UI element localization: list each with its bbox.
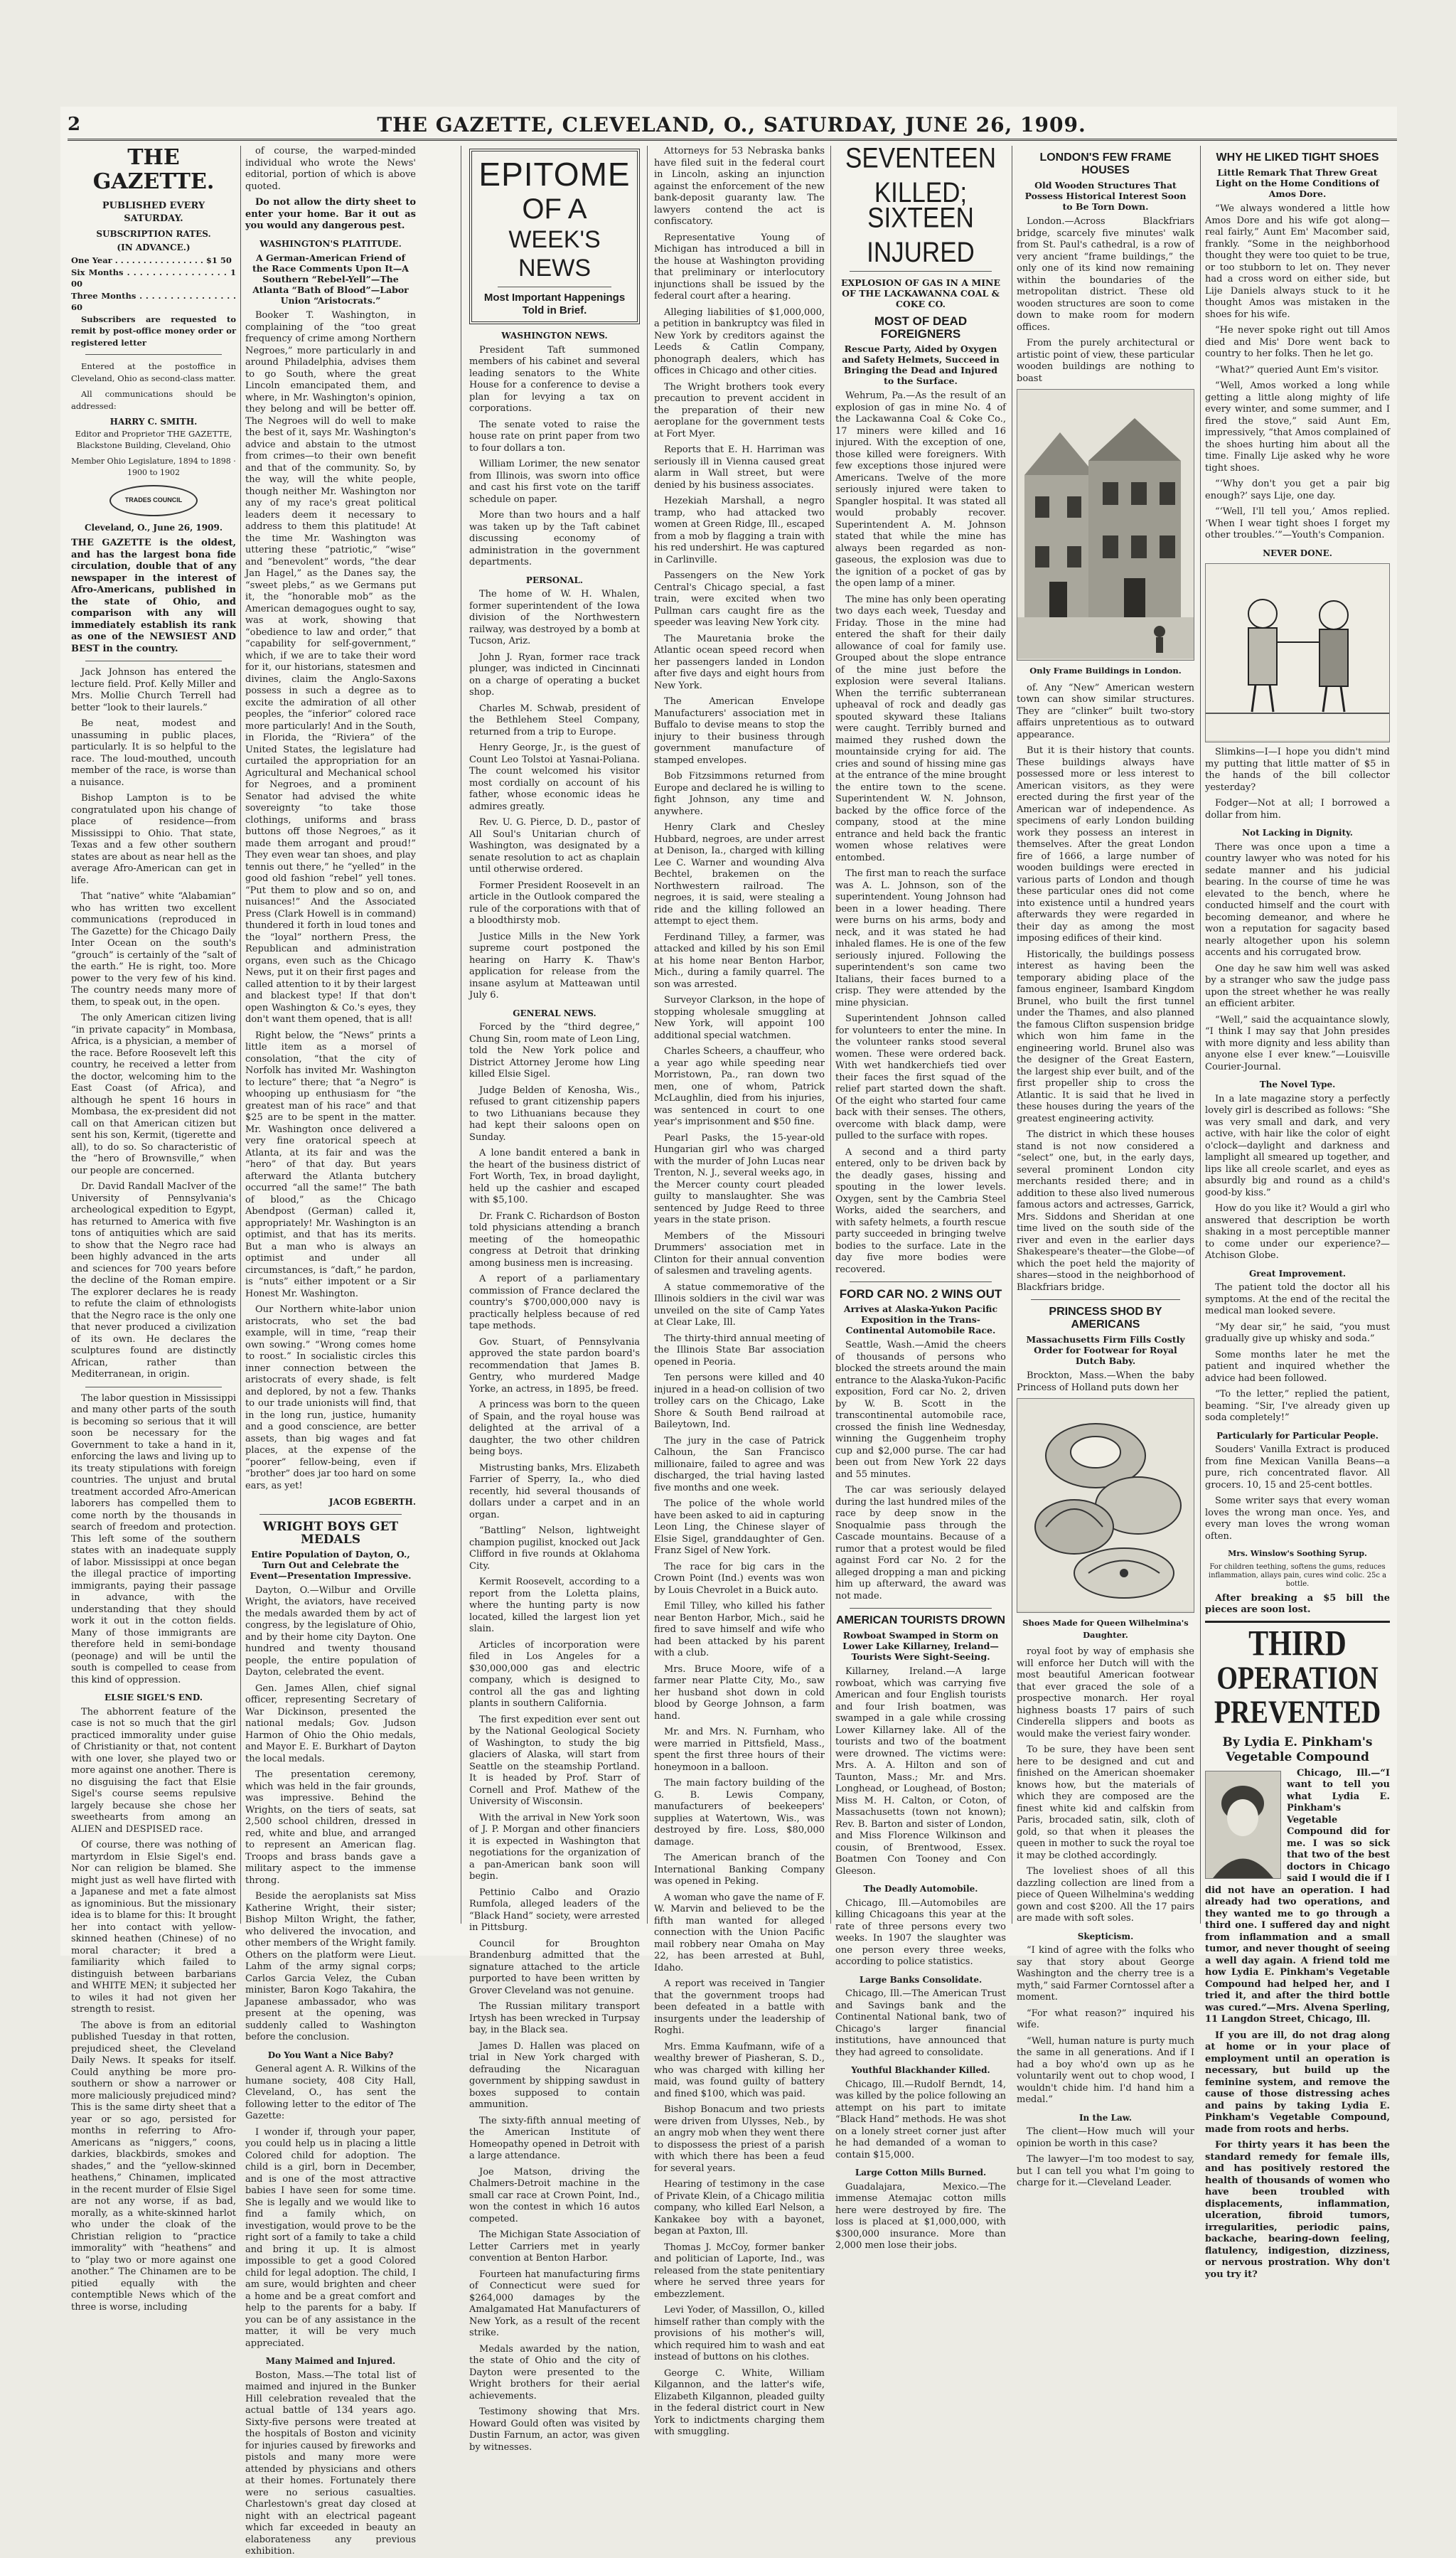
divider (850, 1281, 992, 1282)
paragraph: “For what reason?” inquired his wife. (1017, 2008, 1194, 2030)
paragraph: Guadalajara, Mexico.—The immense Atemajac cotton mills here were destroyed by fire. The loss is placed at $1,000,000, with $300,000 insurance. More than 2,000 men lose their jobs. (835, 2181, 1006, 2251)
paragraph: Bob Fitzsimmons returned from Europe and declared he is willing to fight Johnson, any time and anywhere. (654, 771, 825, 817)
paragraph: A second and a third party entered, only to be driven back by the deadly gases, hissing and spouting in the lower levels. Oxygen, sent by the Cambria Steel Works, aided the searchers, and with safety helmets, a fourth rescue party succeeded in bringing twelve bodies to the surface. Late in the day five more bodies were recovered. (835, 1146, 1006, 1275)
paragraph: Dr. David Randall MacIver of the University of Pennsylvania's archeological expedition to Egypt, has returned to America with five tons of antiquities which are said to show that the Negro race had been highly advanced in the arts and sciences for 700 years before the decline of the Roman empire. The explorer declares he is ready to refute the claim of ethnologists that the Negro race is the only one that never produced a civilization of its own. He declares the sculptures found are distinctly African, rather than Mediterranean, in origin. (71, 1181, 236, 1380)
paragraph: The jury in the case of Patrick Calhoun, the San Francisco millionaire, failed to agree and was discharged, the trial having lasted five months and one week. (654, 1435, 825, 1493)
paragraph: The above is from an editorial published Tuesday in that rotten, prejudiced sheet, the Cleveland Daily News. It speaks for itself. Could anything be more pro-southern or show a narrower or more maliciously prejudiced mind? This is the same dirty sheet that a year or so ago, persisted for months in referring to Afro-Americans as “niggers,” coons, darkies, blackbirds, smokes and shades,” and the “yellow-skinned heathens,” Chinamen, implicated in the recent murder of Elsie Sigel are not any worse, if as bad, morally, as a white-skinned harlot who under the cloak of the Christian religion to “practice immorality” with “heathens” and to “play two or more against one another.” The Chinamen are to be pitied equally with the contemptible News which of the three is worse, including (71, 2020, 236, 2313)
paragraph: “Well, human nature is purty much the same in all generations. And if I had a boy who'd own up as he voluntarily went out to chop wood, I wouldn't chide him. I'd hand him a medal.” (1017, 2035, 1194, 2105)
section-heading: The Deadly Automobile. (863, 1884, 978, 1894)
never-done-cartoon (1205, 563, 1390, 742)
rate-row: Six Months . . . . . . . . . . . . . . . . 1 00 (71, 267, 236, 289)
paragraph: Chicago, Ill.—Rudolf Berndt, 14, was killed by the police following an attempt on his part to imitate “Black Hand” methods. He was shot on a lonely street corner just after he had demanded of a woman to contain $15,000. (835, 2079, 1006, 2160)
section-heading: Youthful Blackhander Killed. (851, 2065, 990, 2075)
portrait-photo (1205, 1771, 1281, 1879)
paragraph: The Wright brothers took every precaution to prevent accident in the preparation of their new aeroplane for the government tests at Fort Myer. (654, 381, 825, 439)
paragraph: The mine has only been operating two days each week, Tuesday and Friday. Those in the mine had entered the shaft for their daily allowance of coal for family use. Grouped about the slope entrance of the mine just before the explosion were several Italians. When the terrific subterranean upheaval of rock and deadly gas spouted skyward these Italians were caught. Terribly burned and maimed they rushed down the mountainside crying for aid. The cries and sound of hissing mine gas at the entrance of the mine brought the entire town to the scene. Superintendent W. N. Johnson, backed by the office force of the company, stood at the mine entrance and held back the frantic women whose relatives were entombed. (835, 594, 1006, 863)
section-heading: GENERAL NEWS. (513, 1008, 596, 1018)
entered-note: Entered at the postoffice in Cleveland, Ohio as second-class matter. (71, 361, 236, 383)
section-heading: Do You Want a Nice Baby? (267, 2050, 394, 2060)
paragraph: Jack Johnson has entered the lecture field. Prof. Kelly Miller and Mrs. Mollie Church Terrell had better “look to their laurels.” (71, 667, 236, 713)
paragraph: “‘Why don't you get a pair big enough?’ says Lije, one day. (1205, 479, 1390, 501)
paragraph: Justice Mills in the New York supreme court postponed the hearing on Harry K. Thaw's application for release from the insane asylum at Matteawan until July 6. (469, 931, 640, 1001)
frame-houses-illustration (1017, 389, 1194, 661)
paragraph: of. Any “New” American western town can show similar structures. They are “clinker” built two-story affairs unpretentious as to outward appearance. (1017, 682, 1194, 740)
paragraph: Bishop Lampton is to be congratulated upon his change of place of residence—from Mississippi to Ohio. That state, Texas and a few other southern states are about as near hell as the average Afro-American can get in life. (71, 793, 236, 886)
paragraph: Levi Yoder, of Massillon, O., killed himself rather than comply with the provisions of his mother's will, which required him to wash and eat instead of buttons on his clothes. (654, 2305, 825, 2362)
paragraph: “Battling” Nelson, lightweight champion pugilist, knocked out Jack Clifford in five rounds at Oklahoma City. (469, 1525, 640, 1572)
paragraph: The district in which these houses stand is not now considered a “select” one, but, in the early days, several prominent London city merchants resided there; and in addition to these also lived numerous famous actors and actresses, Garrick, Mrs. Siddons and Sheridan at one time lived on the south side of the river and even in the earlier days Shakespeare's theater—the Globe—of which the poet held the majority of shares—stood in the neighborhood of Blackfriars bridge. (1017, 1129, 1194, 1293)
paragraph: Chicago, Ill.—The American Trust and Savings bank and the Continental National bank, two of Chicago's larger financial institutions, have announced that they had agreed to consolidate. (835, 1988, 1006, 2058)
paragraph: For thirty years it has been the standard remedy for female ills, and has positively restored the health of thousands of women who have been troubled with displacements, inflammation, ulceration, fibroid tumors, irregularities, periodic pains, backache, bearing-down feeling, flatulency, indigestion, dizziness, or nervous prostration. Why don't you try it? (1205, 2140, 1390, 2280)
paragraph: “We always wondered a little how Amos Dore and his wife got along—real fairly,” Aunt Em' Macomber said, frankly. “Some in the neighborhood thought they were too quiet to be true, or too stubborn to let on. They never had a cross word on either side, but Lije Daniels always stuck to it he thought Amos was mistaken in the shoes for his wife. (1205, 203, 1390, 320)
paragraph: The only American citizen living “in private capacity” in Mombasa, Africa, is a physician, a member of the race. Before Roosevelt left this country, he received a letter from the doctor, welcoming him to the East Coast (of Africa), and although he spent 16 hours in Mombasa, the ex-president did not call on that American citizen but sent his son, Kermit, (tigerette and all), to do so. So characteristic of the “hero of Brownsville,” when our people are concerned. (71, 1013, 236, 1176)
epitome-title-2: OF A (522, 193, 587, 225)
section-heading: FORD CAR NO. 2 WINS OUT (839, 1287, 1002, 1301)
column-rule (647, 146, 648, 1924)
paragraph: William Lorimer, the new senator from Illinois, was sworn into office and cast his first vote on the tariff schedule on paper. (469, 459, 640, 505)
paragraph: Articles of incorporation were filed in Los Angeles for a $30,000,000 gas and electric company, which is designed to control all the gas and lighting plants in southern California. (469, 1639, 640, 1709)
section-deck: Little Remark That Threw Great Light on the Home Conditions of Amos Dore. (1215, 167, 1380, 199)
paragraph: of course, the warped-minded individual who wrote the News' editorial, portion of which is above quoted. (245, 146, 416, 192)
section-heading: PERSONAL. (525, 575, 584, 585)
paragraph: A report was received in Tangier that the government troops had been defeated in a battle with insurgents under the leadership of Roghi. (654, 1978, 825, 2036)
section-heading: Particularly for Particular People. (1216, 1430, 1379, 1441)
paragraph: Ten persons were killed and 40 injured in a head-on collision of two trolley cars on the Chicago, Lake Shore & South Bend railroad at Baileytown, Ind. (654, 1373, 825, 1430)
section-deck: Massachusetts Firm Fills Costly Order for Footwear for Royal Dutch Baby. (1026, 1334, 1185, 1366)
paragraph: Some months later he met the patient and inquired whether the advice had been followed. (1205, 1349, 1390, 1384)
paragraph: Council for Broughton Brandenburg admitted that the signature attached to the article purported to have been written by Grover Cleveland was not genuine. (469, 1938, 640, 1996)
epitome-title-3: WEEK'S NEWS (508, 226, 601, 282)
signature: JACOB EGBERTH. (328, 1497, 416, 1507)
epitome-sub: Most Important Happenings Told in Brief. (483, 292, 626, 316)
figure-caption: Shoes Made for Queen Wilhelmina's Daughter. (1022, 1618, 1189, 1640)
paragraph: Henry Clark and Chesley Hubbard, negroes, are under arrest at Denison, Ia., charged with killing Lee C. Warner and wounding Alva Bechtel, brakemen on the Northwestern railroad. The negroes, it is said, were stealing a ride and the killing followed an attempt to eject them. (654, 822, 825, 927)
oldest-notice: THE GAZETTE is the oldest, and has the largest bona fide circulation, double that of any newspaper in the interest of Afro-Americans, published in the state of Ohio, and comparison with any will immediately establish its rank as one of the NEWSIEST AND BEST in the country. (71, 538, 236, 654)
paragraph: Joe Matson, driving the Chalmers-Detroit machine in the small car race at Crown Point, Ind., won the contest in which 16 autos competed. (469, 2166, 640, 2224)
section-heading: In the Law. (1078, 2112, 1133, 2123)
rates-list (71, 255, 236, 314)
rates-title: SUBSCRIPTION RATES. (96, 229, 211, 239)
rate-row: Three Months . . . . . . . . . . . . . . . . 60 (71, 290, 236, 312)
paragraph: Seattle, Wash.—Amid the cheers of thousands of persons who blocked the streets around the main entrance to the Alaska-Yukon-Pacific exposition, Ford car No. 2, driven by W. B. Scott in the transcontinental automobile race, crossed the finish line Wednesday, winning the Guggenheim trophy cup and $2,000 purse. The car had been out from New York 22 days and 55 minutes. (835, 1340, 1006, 1480)
cartoon-drawing (1206, 564, 1389, 740)
paragraph: The Russian military transport Irtysh has been wrecked in Turpsay bay, in the Black sea. (469, 2001, 640, 2035)
paragraph: With the arrival in New York soon of J. P. Morgan and other financiers it is expected in Washington that negotiations for the organization of a pan-American bank soon will begin. (469, 1812, 640, 1882)
paragraph: The patient told the doctor all his symptoms. At the end of the recital the medical man looked severe. (1205, 1282, 1390, 1316)
paragraph: The American branch of the International Banking Company was opened in Peking. (654, 1853, 825, 1887)
paragraph: The client—How much will your opinion be worth in this case? (1017, 2126, 1194, 2149)
paragraph: The first man to reach the surface was A. L. Johnson, son of the superintendent. Young Johnson had been in a lower heading. There were burns on his arms, body and neck, and it was stated he had inhaled flames. He is one of the few seriously injured. Following the superintendent's son came two Italians, their faces burned to a crisp. They were attended by the mine physician. (835, 868, 1006, 1008)
paragraph: “My dear sir,” he said, “you must gradually give up whisky and soda.” (1205, 1321, 1390, 1344)
paragraph: George C. White, William Kilgannon, and the latter's wife, Elizabeth Kilgannon, pleaded guilty in the federal district court in New York to indictments charging them with smuggling. (654, 2367, 825, 2437)
paragraph: From the purely architectural or artistic point of view, these particular wooden buildings are nothing to boast (1017, 338, 1194, 384)
paragraph: Mr. and Mrs. N. Furnham, who were married in Pittsfield, Mass., spent the first three hours of their honeymoon in a balloon. (654, 1727, 825, 1773)
union-label-seal (109, 485, 198, 516)
paragraph: Mistrusting banks, Mrs. Elizabeth Farrier of Sperry, Ia., who died recently, hid several thousands of dollars under a carpet and in an organ. (469, 1462, 640, 1520)
divider (1205, 1621, 1390, 1623)
ad-heading: Mrs. Winslow's Soothing Syrup. (1228, 1549, 1367, 1558)
divider (850, 271, 992, 272)
section-heading: NEVER DONE. (1263, 548, 1332, 558)
section-heading: MOST OF DEAD FOREIGNERS (874, 314, 968, 341)
paragraph: Souders' Vanilla Extract is produced from fine Mexican Vanilla Beans—a pure, rich concentrated flavor. All grocers. 10, 15 and 25-cent bottles. (1205, 1444, 1390, 1491)
section-deck: Old Wooden Structures That Possess Historical Interest Soon to Be Torn Down. (1024, 180, 1187, 212)
paragraph: The police of the whole world have been asked to aid in capturing Leon Ling, the Chinese slayer of Elsie Sigel, granddaughter of Gen. Franz Sigel of New York. (654, 1498, 825, 1556)
section-heading: The Novel Type. (1259, 1080, 1336, 1089)
paragraph: General agent A. R. Wilkins of the humane society, 408 City Hall, Cleveland, O., has sent the following letter to the editor of The Gazette: (245, 2064, 416, 2121)
paragraph: “He never spoke right out till Amos died and Mis' Dore went back to country to her folks. Then he let go. (1205, 325, 1390, 359)
paragraph: John J. Ryan, former race track plunger, was indicted in Cincinnati on a charge of operating a bucket shop. (469, 651, 640, 698)
paragraph: Emil Tilley, who killed his father near Benton Harbor, Mich., said he fired to save himself and wife who had been attacked by his parent with a club. (654, 1601, 825, 1658)
paragraph: The labor question in Mississippi and many other parts of the south is becoming so serious that it will soon be necessary for the Government to take a hand in it, enforcing the laws and living up to its treaty stipulations with foreign countries. The unjust and brutal treatment accorded Afro-American laborers has compelled them to come north by the thousands in search of freedom and protection. This left some of the southern states with an inadequate supply of labor. Mississippi at once began the illegal practice of importing immigrants, paying their passage in advance, with the understanding that they should work it out in the cotton fields. Many of those immigrants are therefore held in semi-bondage (peonage) and will be until the south is compelled to cease from this kind of oppression. (71, 1392, 236, 1685)
paragraph: A woman who gave the name of F. W. Marvin and believed to be the fifth man wanted for alleged connection with the Union Pacific mail robbery near Omaha on May 22, has been arrested at Buhl, Idaho. (654, 1892, 825, 1973)
paragraph: Historically, the buildings possess interest as having been the temporary abiding place of the famous engineer, Isambard Kingdom Brunel, who built the first tunnel under the Thames, and also planned the famous Clifton suspension bridge which won him fame in the engineering world. Brunel also was the designer of the Great Eastern, the largest ship ever built, and of the first propeller ship to cross the Atlantic. It is said that he lived in these houses during the years of the greatest engineering activity. (1017, 949, 1194, 1124)
paragraph: Fodger—Not at all; I borrowed a dollar from him. (1205, 798, 1390, 821)
communications-note: All communications should be addressed: (71, 389, 236, 411)
paragraph: Former President Roosevelt in an article in the Outlook compared the rule of the corporations with that of a bloodthirsty mob. (469, 880, 640, 926)
paragraph: Killarney, Ireland.—A large rowboat, which was carrying five American and four English tourists and four Irish boatmen, was swamped in a gale while crossing Lower Killarney lake. All of the tourists and two of the boatment were drowned. The victims were: Mrs. A. A. Hilton and son of Taunton, Mass.; Mr. and Mrs. Longhead, or Loughead, of Boston; Miss M. H. Calton, or Coton, of Massachusetts (town not known); Rev. B. Barton and sister of London, and Miss Florence Wilkinson and cousin, of Brentwood, Essex. Boatmen Con Tooney and Con Gleeson. (835, 1666, 1006, 1877)
ad-headline-3: PREVENTED (1214, 1694, 1381, 1730)
dateline: Cleveland, O., June 26, 1909. (84, 522, 223, 533)
paragraph: Charles Scheers, a chauffeur, who a year ago while speeding near Morristown, Pa., ran down two men, one of whom, Patrick McLaughlin, died from his injuries, was sentenced in court to one year's imprisonment and $50 fine. (654, 1046, 825, 1127)
paragraph: Dayton, O.—Wilbur and Orville Wright, the aviators, have received the medals awarded them by act of congress, by the legislature of Ohio, and by their home city Dayton. One hundred and twenty thousand people, the entire population of Dayton, celebrated the event. (245, 1584, 416, 1678)
paragraph: Testimony showing that Mrs. Howard Gould often was visited by Dustin Farnum, an actor, was given by witnesses. (469, 2407, 640, 2453)
paragraph: Attorneys for 53 Nebraska banks have filed suit in the federal court in Lincoln, asking an injunction against the enforcement of the new bank-deposit guaranty law. The lawyers contend the act is confiscatory. (654, 146, 825, 227)
section-heading: Large Cotton Mills Burned. (855, 2168, 987, 2178)
section-heading: ELSIE SIGEL'S END. (104, 1693, 203, 1702)
section-deck: Rowboat Swamped in Storm on Lower Lake Killarney, Ireland—Tourists Were Sight-Seeing. (842, 1630, 999, 1662)
divider (850, 1608, 992, 1609)
paragraph: Fourteen hat manufacturing firms of Connecticut were sued for $264,000 damages by the Amalgamated Hat Manufacturers of New York, as a result of the recent strike. (469, 2269, 640, 2338)
paragraph: James D. Hallen was placed on trial in New York charged with defrauding the Nicaraguan government by shipping sawdust in boxes supposed to contain ammunition. (469, 2040, 640, 2110)
paragraph: The presentation ceremony, which was held in the fair grounds, was impressive. Behind the Wrights, on the tiers of seats, sat 2,500 school children, dressed in red, white and blue, and arranged to represent an American flag. Troops and brass bands gave a military aspect to the immense throng. (245, 1769, 416, 1886)
paragraph: Representative Young of Michigan has introduced a bill in the house at Washington providing that preliminary or interlocutory injunctions shall be issued by the federal court after a hearing. (654, 232, 825, 302)
figure-caption: Only Frame Buildings in London. (1029, 666, 1182, 676)
paragraph: President Taft summoned members of his cabinet and several leading senators to the White House for a conference to devise a plan for levying a tax on corporations. (469, 344, 640, 414)
paragraph: But it is their history that counts. These buildings always have possessed more or less interest to American visitors, as they were erected during the first year of the American war of independence. As specimens of early London building work they possess an interest in themselves. After the great London fire of 1666, a large number of wooden buildings were erected in various parts of London and though these particular ones did not come into existence until a hundred years afterwards they were regarded in their day as among the most imposing edifices of their kind. (1017, 745, 1194, 944)
paragraph: Booker T. Washington, in complaining of the “too great frequency of crime among Northern Negroes,” more particularly in and around Philadelphia, advises them to go South, where the great Lincoln emancipated them, and where, in Mr. Washington's opinion, they belong and will be better off. The Negroes will do well to make the best of it, says Mr. Washington's advice and abstain to the utmost from crimes—to their own benefit and that of the community. So, by the way, will the white people, though neither Mr. Washington nor any of my race's great political leaders deem it necessary to address to them this platitude! At the time Mr. Washington was uttering these “patriotic,” “wise” and “benevolent” words, “the dear Jan Hagel,” as the Danes say, the “sweet plebs,” as we Germans put it, the “honorable mob” as the American demagogues ought to say, was at work, showing that “obedience to law and order,” that “capability for self-government,” which, if we are to take their word for it, our historians, statesmen and divines, claim the Anglo-Saxons possess in such a degree as to excite the admiration of all other peoples, the “inferior” colored race more particularly! And in the South, in Florida, the “Riviera” of the United States, the legislature had curtailed the appropriation for an Agricultural and Mechanical school for Negroes, and a prominent Senator had advised the white sovereignty “to take those clothings, uniforms and brass buttons off those Negroes,” as it made them arrogant and proud!” They even wear tan shoes, and play tennis out there,” he “yelled” in the good old fashion “rebel” yell tones. “Put them to plow and so on, and nuisances!” And the Associated Press (Clark Howell is in command) thundered it forth in loud tones and the “loyal” northern Press, the Republican and administration organs, even such as the Chicago News, put it on their first pages and called attention to it by their largest and blackest type! If that don't open Washington & Co.'s eyes, they don't want them opened, that is all! (245, 310, 416, 1025)
subscribers-note: Subscribers are requested to remit by post-office money order or registered letter (71, 314, 236, 348)
paragraph: Ferdinand Tilley, a farmer, was attacked and killed by his son Emil at his home near Benton Harbor, Mich., during a family quarrel. The son was arrested. (654, 932, 825, 990)
paragraph: Superintendent Johnson called for volunteers to enter the mine. In the volunteer ranks stood several women. These were ordered back. With wet handkerchiefs tied over their faces the first squad of the relief part started down the shaft. Of the eight who started four came back with their senses. The others, overcome with black damp, were pulled to the surface with ropes. (835, 1013, 1006, 1141)
editor-address: Blackstone Building, Cleveland, Ohio (76, 440, 231, 450)
paragraph: Bishop Bonacum and two priests were driven from Ulysses, Neb., by an angry mob when they went there to dispossess the priest of a parish with which there has been a feud for several years. (654, 2104, 825, 2174)
paragraph: The loveliest shoes of all this dazzling collection are lined from a piece of Queen Wilhelmina's wedding gown and cost $200. All the 17 pairs are made with soft soles. (1017, 1866, 1194, 1924)
paragraph: In a late magazine story a perfectly lovely girl is described as follows: “She was very small and dark, and very active, with hair like the color of eight o'clock—daylight and darkness and lamplight all smeared up together, and lips like all creole scarlet, and eyes as absurdly big and round as a child's good-by kiss.” (1205, 1093, 1390, 1198)
paragraph: Chicago, Ill.—Automobiles are killing Chicagoans this year at the rate of three persons every two weeks. In 1907 the slaughter was one person every three weeks, according to police statistics. (835, 1897, 1006, 1967)
paragraph: Mrs. Emma Kaufmann, wife of a wealthy brewer of Piasheran, S. D., who was charged with killing her maid, was found guilty of battery and fined $100, which was paid. (654, 2041, 825, 2099)
paragraph: A statue commemorative of the Illinois soldiers in the civil war was unveiled on the site of Camp Yates at Clear Lake, Ill. (654, 1281, 825, 1328)
paragraph: London.—Across Blackfriars bridge, scarcely five minutes' walk from St. Paul's cathedral, is a row of very ancient “frame buildings,” the only one of its kind now remaining within the boundaries of the metropolitan district. These old wooden structures are soon to come down to make room for modern offices. (1017, 216, 1194, 333)
paragraph: The senate voted to raise the house rate on print paper from two to four dollars a ton. (469, 419, 640, 454)
paragraph: Charles M. Schwab, president of the Bethlehem Steel Company, returned from a trip to Europe. (469, 703, 640, 737)
column-2 (245, 146, 416, 2557)
column-1 (71, 145, 236, 2313)
paragraph: The home of W. H. Whalen, former superintendent of the Iowa division of the Northwestern railway, was destroyed by a bomb at Tucson, Ariz. (469, 589, 640, 646)
section-heading: Large Banks Consolidate. (859, 1974, 983, 1985)
epitome-box (469, 149, 640, 324)
paragraph: Wehrum, Pa.—As the result of an explosion of gas in mine No. 4 of the Lackawanna Coal & Coke Co., 17 miners were killed and 16 injured. With the exception of one, those killed were foreigners. With few exceptions those injured were Americans. Twelve of the more seriously injured were taken to Spangler hospital. It was stated all would probably recover. Superintendent A. M. Johnson stated that while the mine has always been regarded as non-gaseous, the explosion was due to the ignition of a pocket of gas by the open lamp of a miner. (835, 390, 1006, 589)
paragraph: Judge Belden of Kenosha, Wis., refused to grant citizenship papers to two Lithuanians because they had kept their saloons open on Sunday. (469, 1085, 640, 1143)
column-4 (654, 146, 825, 2437)
column-6 (1017, 146, 1194, 2188)
section-heading: WASHINGTON'S PLATITUDE. (259, 238, 402, 249)
section-deck: Rescue Party, Aided by Oxygen and Safety Helmets, Succeed in Bringing the Dead and Injured to the Surface. (842, 343, 1000, 386)
paragraph: How do you like it? Would a girl who answered that description be worth shaking in a most perceptible manner to come under our experience?—Atchison Globe. (1205, 1203, 1390, 1261)
section-heading: PRINCESS SHOD BY AMERICANS (1049, 1306, 1162, 1331)
section-heading: Skepticism. (1077, 1931, 1134, 1941)
legislature-note: Member Ohio Legislature, 1894 to 1898 · 1900 to 1902 (71, 456, 236, 477)
paragraph: Slimkins—I—I hope you didn't mind my putting that little matter of $5 in the hands of the bill collector yesterday? (1205, 747, 1390, 793)
paragraph: The main factory building of the G. B. Lewis Company, manufacturers of beekeepers' supplies at Watertown, Wis., was destroyed by fire. Loss, $80,000 damage. (654, 1778, 825, 1848)
section-heading: WASHINGTON NEWS. (501, 331, 608, 341)
paragraph: Passengers on the New York Central's Chicago special, a fast train, were excited when two Pullman cars caught fire as the speeder was leaving New York city. (654, 570, 825, 628)
paragraph: Be neat, modest and unassuming in public places, particularly. It is so helpful to the race. The loud-mouthed, uncouth member of the race, is worse than a nuisance. (71, 718, 236, 788)
editor-title: Editor and Proprietor THE GAZETTE, (75, 428, 232, 439)
editor-name: HARRY C. SMITH. (109, 417, 198, 427)
epitome-title-1: EPITOME (478, 156, 631, 193)
paragraph: I wonder if, through your paper, you could help us in placing a little Colored child for adoption. The child is a girl, born in December, and is one of the most attractive babies I have seen for some time. She is legally and we would like to find a family which, on investigation, would prove to be the right sort of a family to take a child and bring it up. It is almost impossible to get a good Colored child for legal adoption. The child, I am sure, would brighten and cheer a home and be a great comfort and help to the parents for a baby. If you can be of any assistance in the matter, it will be very much appreciated. (245, 2126, 416, 2349)
section-heading: Great Improvement. (1248, 1268, 1347, 1279)
baby-shoes-drawing (1017, 1399, 1194, 1611)
paragraph: Surveyor Clarkson, in the hope of stopping wholesale smuggling at New York, will appoint 100 additional special watchmen. (654, 995, 825, 1041)
paragraph: One day he saw him well was asked by a stranger who saw the judge pass upon the street whether he was really an efficient arbiter. (1205, 963, 1390, 1009)
paragraph: “What?” queried Aunt Em's visitor. (1215, 364, 1379, 375)
paragraph: “Well, Amos worked a long while getting a little along mighty of life every winter, and some summer, and I fired the stove,” said Aunt Em, impressively, “that Amos complained of the shoes hurting him about all the time. Finally Lije asked why he wore tight shoes. (1205, 380, 1390, 474)
paper-name: THE GAZETTE. (92, 145, 215, 194)
paragraph: Alleging liabilities of $1,000,000, a petition in bankruptcy was filed in New York by creditors against the Leeds & Catlin Company, phonograph dealers, which has offices in Chicago and other cities. (654, 307, 825, 376)
paragraph: Hezekiah Marshall, a negro tramp, who had attacked two women at Green Ridge, Ill., escaped from a mob by flagging a train with his red undershirt. He was captured in Carlinville. (654, 496, 825, 565)
column-3 (469, 146, 640, 2453)
paragraph: Beside the aeroplanists sat Miss Katherine Wright, their sister; Bishop Milton Wright, the father, who delivered the invocation, and other members of the Wright family. Others on the platform were Lieut. Lahm of the army signal corps; Carlos Garcia Velez, the Cuban minister, Baron Kogo Takahira, the Japanese ambassador, who was present at the opening, was suddenly called to Washington before the conclusion. (245, 1891, 416, 2042)
page-number: 2 (68, 114, 81, 135)
paragraph: Gov. Stuart, of Pennsylvania approved the state pardon board's recommendation that James B. Gentry, who murdered Madge Yorke, an actress, in 1895, be freed. (469, 1336, 640, 1395)
paragraph: More than two hours and a half was taken up by the Taft cabinet discussing economy of administration in the government departments. (469, 510, 640, 567)
paragraph: To be sure, they have been sent here to be designed and cut and finished on the American shoemaker knows how, but the materials of which they are composed are the finest white kid and calfskin from Paris, brocaded satin, silk, cloth of gold, so that when it pleases the queen in mother to suck the royal toe it may be clothed accordingly. (1017, 1744, 1194, 1861)
paragraph: “To the letter,” replied the patient, beaming. “Sir, I've already given up soda completely!” (1205, 1389, 1390, 1423)
section-deck: Entire Population of Dayton, O., Turn Out and Celebrate the Event—Presentation Impressive. (250, 1548, 412, 1581)
section-heading: LONDON'S FEW FRAME HOUSES (1039, 151, 1172, 176)
section-heading: AMERICAN TOURISTS DROWN (836, 1614, 1005, 1626)
paragraph: “‘Well, I'll tell you,’ Amos replied. ‘When I wear tight shoes I forget my other troubles.’”—Youth's Companion. (1205, 506, 1390, 540)
paragraph: Medals awarded by the nation, the state of Ohio and the city of Dayton were presented to the Wright brothers for their aerial achievements. (469, 2343, 640, 2402)
portrait-drawing (1206, 1771, 1280, 1878)
section-heading: WRIGHT BOYS GET MEDALS (262, 1519, 399, 1547)
paragraph: Reports that E. H. Harriman was seriously ill in Vienna caused great alarm in Wall street, but were denied by his business associates. (654, 444, 825, 491)
paragraph: “I kind of agree with the folks who say that story about George Washington and the cherry tree is a myth,” said Farmer Corntossel after a moment. (1017, 1945, 1194, 2003)
section-heading: Many Maimed and Injured. (265, 2356, 396, 2366)
paragraph: The lawyer—I'm too modest to say, but I can tell you what I'm going to charge for it.—Cleveland Leader. (1017, 2154, 1194, 2188)
paragraph: A princess was born to the queen of Spain, and the royal house was delighted at the arrival of a daughter, the two other children being boys. (469, 1400, 640, 1457)
section-heading: WHY HE LIKED TIGHT SHOES (1216, 151, 1379, 164)
paragraph: Chicago, Ill.—“I want to tell you what Lydia E. Pinkham's Vegetable Compound did for me. I was so sick that two of the best doctors in Chicago said I would die if I did not have an operation. I had already had two operations, and they wanted me to go through a third one. I suffered day and night from inflammation and a small tumor, and never thought of seeing a well day again. A friend told me how Lydia E. Pinkham's Vegetable Compound had helped her, and I tried it, and after the third bottle was cured.”—Mrs. Alvena Sperling, 11 Langdon Street, Chicago, Ill. (1205, 1767, 1390, 2025)
paragraph: Henry George, Jr., is the guest of Count Leo Tolstoi at Yasnai-Poliana. The count welcomed his visitor most cordially on account of his father, whose economic ideas he admires greatly. (469, 742, 640, 812)
paragraph: Right below, the “News” prints a little item as a morsel of consolation, “that the city of Norfolk has invited Mr. Washington to lecture” there; that “a Negro” is whooping up enthusiasm for “the greatest man of his race” and that $25 are to be spent in the matter. Mr. Washington once delivered a very fine oratorical speech at Atlanta, at its fair and was the “hero” of that day. But years afterward the Atlanta butchery occurred “all the same!” The bath of blood,” as the Chicago Abendpost (German) called it, appropriately! Mr. Washington is an optimist, and that has its merits. But a man who is always an optimist and under all circumstances, is “daft,” he pardon, is “nuts” either impotent or a Sir Honest Mr. Washington. (245, 1030, 416, 1299)
paragraph: Boston, Mass.—The total list of maimed and injured in the Bunker Hill celebration revealed that the actual battle of 134 years ago. Sixty-five persons were treated at the hospitals of Boston and vicinity for injuries caused by fireworks and pistols and many more were attended by physicians and others at their homes. Fortunately there were no serious casualties. Charlestown's great day closed at night with an electrical pageant which far exceeded in beauty an elaborateness any previous exhibition. (245, 2370, 416, 2557)
section-deck: EXPLOSION OF GAS IN A MINE OF THE LACKAWANNA COAL & COKE CO. (840, 277, 1001, 309)
paragraph: Gen. James Allen, chief signal officer, representing Secretary of War Dickinson, presented the national medals; Gov. Judson Harmon of Ohio the Ohio medals, and Mayor E. E. Burkhart of Dayton the local medals. (245, 1683, 416, 1764)
headline-line-1: SEVENTEEN KILLED; (845, 142, 996, 208)
paragraph: Our Northern white-labor union aristocrats, who set the bad example, will in time, “reap their own sowing.” “Wrong comes home to roost.” In socialistic circles this inner connection between the aristocrats of every shade, is felt and deplored, by not a few. Thanks to our trade unionists will find, that in the long run, justice, humanity and a good conscience, are better assets, than big wages and fat places, at the expense of the “poorer” fellow-being, even if “brother” does jar too hard on some ears, as yet! (245, 1304, 416, 1491)
ad-text: For children teething, softens the gums, reduces inflammation, allays pain, cures wind colic. 25c a bottle. (1208, 1562, 1387, 1588)
divider (259, 1514, 402, 1515)
ad-headline-1: THIRD (1248, 1624, 1347, 1664)
paragraph: If you are ill, do not drag along at home or in your place of employment until an operation is necessary, but build up the feminine system, and remove the cause of those distressing aches and pains by taking Lydia E. Pinkham's Vegetable Compound, made from roots and herbs. (1205, 2030, 1390, 2135)
paragraph: The American Envelope Manufacturers' association met in Buffalo to devise means to stop the injury to their business through government manufacture of stamped envelopes. (654, 696, 825, 766)
paragraph: Rev. U. G. Pierce, D. D., pastor of All Soul's Unitarian church of Washington, was designated by a senate resolution to act as chaplain until otherwise ordered. (469, 817, 640, 875)
paragraph: The Michigan State Association of Letter Carriers met in yearly convention at Benton Harbor. (469, 2229, 640, 2264)
paragraph: “Well,” said the acquaintance slowly, “I think I may say that John presides with more dignity and less ability than anyone else I ever knew.”—Louisville Courier-Journal. (1205, 1014, 1390, 1072)
paragraph: Dr. Frank C. Richardson of Boston told physicians attending a branch meeting of the homeopathic congress at Detroit that drinking among business men is increasing. (469, 1210, 640, 1269)
column-rule (240, 146, 241, 1924)
rate-row: One Year . . . . . . . . . . . . . . . . $1 50 (71, 255, 232, 265)
frame-houses-drawing (1017, 390, 1194, 659)
paragraph: Of course, there was nothing of martyrdom in Elsie Sigel's end. Nor can religion be blamed. She might just as well have flirted with a Japanese and met a fate almost as ignominious. But the missionary idea is to blame for this: It brought her into contact with yellow-skinned heathen (Chinese) of no moral character; it bred a familiarity which failed to distinguish between barbarians and WHITE MEN; it subjected her to wiles it had not given her strength to resist. (71, 1840, 236, 2015)
published-line: PUBLISHED EVERY SATURDAY. (102, 201, 205, 224)
paragraph: The car was seriously delayed during the last hundred miles of the race by deep snow in the Snoqualmie pass through the Cascade mountains. Because of a rumor that a protest would be filed against Ford car No. 2 for the alleged dropping a man and picking him up afterward, the award was not made. (835, 1485, 1006, 1602)
paragraph: Mrs. Bruce Moore, wife of a farmer near Platte City, Mo., saw her husband shot down in cold blood by George Johnson, a farm hand. (654, 1663, 825, 1722)
section-heading: Not Lacking in Dignity. (1242, 828, 1353, 838)
column-7 (1205, 146, 1390, 2280)
paragraph: Thomas J. McCoy, former banker and politician of Laporte, Ind., was released from the state penitentiary where he served three years for embezzlement. (654, 2242, 825, 2300)
masthead-title: THE GAZETTE, CLEVELAND, O., SATURDAY, JUNE 26, 1909. (377, 112, 1086, 137)
paragraph: The Mauretania broke the Atlantic ocean speed record when her passengers landed in London after five days and eight hours from New York. (654, 633, 825, 691)
column-rule (830, 146, 831, 1924)
paragraph: There was once upon a time a country lawyer who was noted for his sedate manner and his judicial bearing. In the course of time he was elevated to the bench, where he conducted himself and the court with becoming demeanor, and where he won a reputation for sagacity based nearly altogether upon his solemn accents and his corrugated brow. (1205, 841, 1390, 958)
column-5 (835, 142, 1006, 2251)
paragraph: Some writer says that every woman loves the wrong man once. Yes, and every man loves the wrong woman often. (1205, 1496, 1390, 1542)
paragraph: Do not allow the dirty sheet to enter your home. Bar it out as you would any dangerous pest. (245, 197, 416, 231)
paragraph: Members of the Missouri Drummers' association met in Clinton for their annual convention of salesmen and traveling agents. (654, 1230, 825, 1277)
paragraph: Brockton, Mass.—When the baby Princess of Holland puts down her (1017, 1370, 1194, 1393)
masthead (68, 110, 1397, 141)
section-deck: Arrives at Alaska-Yukon Pacific Exposition in the Trans-Continental Automobile Race. (843, 1304, 998, 1336)
paragraph: That “native” white “Alabamian” who has written two excellent communications (reproduced in The Gazette) for the Chicago Daily Inter Ocean on the south's “grouch” is certainly of the “salt of the earth.” He is right, too. More power to the very few of his kind. The country needs many more of them, to speak out, in the open. (71, 891, 236, 1008)
paragraph: After breaking a $5 bill the pieces are soon lost. (1205, 1592, 1390, 1615)
section-deck: A German-American Friend of the Race Comments Upon It—A Southern “Rebel-Yell”—The Atlanta “Bath of Blood”—Labor Union “Aristocrats.” (252, 252, 410, 306)
divider (85, 354, 222, 355)
paragraph: Pettinio Calbo and Orazio Rumfola, alleged leaders of the “Black Hand” society, were arrested in Pittsburg. (469, 1887, 640, 1933)
paragraph: Kermit Roosevelt, according to a report from the Loletta plains, where the hunting party is now located, killed the largest lion yet slain. (469, 1577, 640, 1634)
paragraph: Forced by the “third degree,” Chung Sin, room mate of Leon Ling, told the New York police and District Attorney Jerome how Ling killed Elsie Sigel. (469, 1022, 640, 1080)
paragraph: A lone bandit entered a bank in the heart of the business district of Fort Worth, Tex, in broad daylight, held up the cashier and escaped with $5,100. (469, 1148, 640, 1205)
ad-headline-2: OPERATION (1216, 1660, 1379, 1696)
paragraph: The thirty-third annual meeting of the Illinois State Bar association opened in Peoria. (654, 1333, 825, 1368)
column-rule (1200, 146, 1201, 1924)
seal-text: TRADES COUNCIL (124, 496, 183, 504)
paragraph: Pearl Pasks, the 15-year-old Hungarian girl who was charged with the murder of John Lucas near Trenton, N. J., several weeks ago, in the Mercer county court pleaded guilty to manslaughter. She was sentenced by Judge Reed to three years in the state prison. (654, 1132, 825, 1225)
divider (1031, 1299, 1180, 1300)
paragraph: Hearing of testimony in the case of Private Klein, of a Chicago militia company, who killed Earl Nelson, a Kankakee boy with a bayonet, began at Paxton, Ill. (654, 2179, 825, 2237)
paragraph: The race for big cars in the Crown Point (Ind.) events was won by Louis Chevrolet in a Buick auto. (654, 1561, 825, 1596)
paragraph: The abhorrent feature of the case is not so much that the girl practiced immorality under guise of Christianity or that, not content with one lover, she played two or more against one another. There is no disguising the fact that Elsie Sigel's course seems repulsive largely because she chose her sweethearts from among an ALIEN and DESPISED race. (71, 1706, 236, 1835)
paragraph: royal foot by way of emphasis she will enforce her Dutch will with the most beautiful American footwear that ever graced the sole of a prospective monarch. Her royal highness boasts 17 pairs of such Cinderella slippers and boots as would make the veriest fairy wonder. (1017, 1646, 1194, 1739)
headline-line-2: SIXTEEN INJURED (867, 201, 975, 268)
rates-sub: (IN ADVANCE.) (117, 242, 191, 252)
paragraph: The first expedition ever sent out by the National Geological Society of Washington, to study the big glaciers of Alaska, will start from Seattle on the steamship Portland. It is headed by Prof. Starr of Cornell and Prof. Mathew of the University of Wisconsin. (469, 1714, 640, 1807)
baby-shoes-illustration (1017, 1398, 1194, 1613)
ad-subheading: By Lydia E. Pinkham's Vegetable Compound (1222, 1734, 1373, 1764)
paragraph: The sixty-fifth annual meeting of the American Institute of Homeopathy opened in Detroit with a large attendance. (469, 2115, 640, 2161)
paragraph: A report of a parliamentary commission of France declared the country's $700,000,000 navy is practically helpless because of red tape methods. (469, 1274, 640, 1331)
